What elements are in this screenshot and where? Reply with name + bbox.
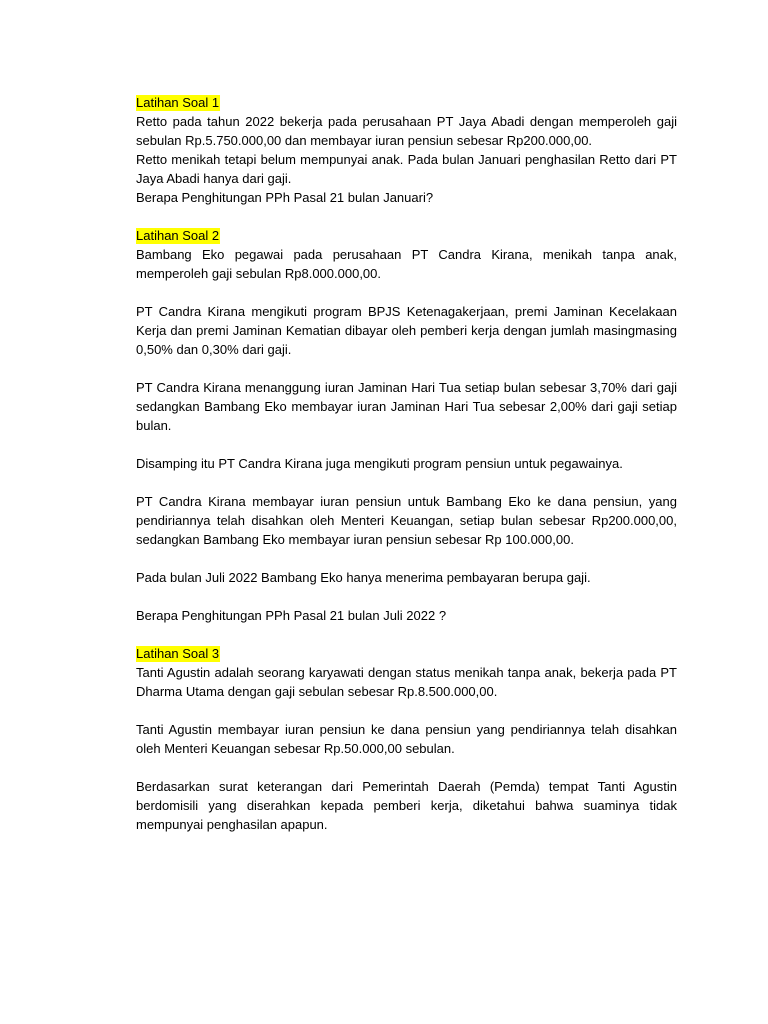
exercise-2-paragraph-5: PT Candra Kirana membayar iuran pensiun untuk Bambang Eko ke dana pensiun, yang pendiriannya telah disahkan oleh Menteri Keuangan, setiap bulan sebesar Rp200.000,00, sedangkan Bambang Eko membayar iuran pensiun sebesar Rp 100.000,00.	[136, 494, 677, 547]
document-page	[136, 93, 677, 834]
highlight: Latihan Soal 3	[136, 646, 220, 661]
spacer	[136, 435, 677, 454]
exercise-1	[136, 93, 677, 207]
exercise-1-paragraph-2: Retto menikah tetapi belum mempunyai anak. Pada bulan Januari penghasilan Retto dari PT Jaya Abadi hanya dari gaji.	[136, 152, 677, 186]
spacer	[136, 701, 677, 720]
spacer	[136, 283, 677, 302]
exercise-3	[136, 644, 677, 834]
exercise-3-paragraph-1: Tanti Agustin adalah seorang karyawati dengan status menikah tanpa anak, bekerja pada PT Dharma Utama dengan gaji sebulan sebesar Rp.8.500.000,00.	[136, 665, 677, 699]
spacer	[136, 207, 677, 226]
exercise-1-paragraph-1: Retto pada tahun 2022 bekerja pada perusahaan PT Jaya Abadi dengan memperoleh gaji sebulan Rp.5.750.000,00 dan membayar iuran pensiun sebesar Rp200.000,00.	[136, 114, 677, 148]
spacer	[136, 587, 677, 606]
spacer	[136, 758, 677, 777]
highlight: Latihan Soal 1	[136, 95, 220, 110]
exercise-2-paragraph-2: PT Candra Kirana mengikuti program BPJS Ketenagakerjaan, premi Jaminan Kecelakaan Kerja dan premi Jaminan Kematian dibayar oleh pemberi kerja dengan jumlah masingmasing 0,50% dan 0,30% dari gaji.	[136, 304, 677, 357]
exercise-2-paragraph-6: Pada bulan Juli 2022 Bambang Eko hanya menerima pembayaran berupa gaji.	[136, 570, 591, 585]
exercise-2-paragraph-4: Disamping itu PT Candra Kirana juga mengikuti program pensiun untuk pegawainya.	[136, 456, 623, 471]
exercise-2	[136, 226, 677, 625]
exercise-2-heading	[136, 226, 677, 245]
spacer	[136, 473, 677, 492]
spacer	[136, 359, 677, 378]
exercise-2-paragraph-3: PT Candra Kirana menanggung iuran Jaminan Hari Tua setiap bulan sebesar 3,70% dari gaji sedangkan Bambang Eko membayar iuran Jaminan Hari Tua sebesar 2,00% dari gaji setiap bulan.	[136, 380, 677, 433]
spacer	[136, 625, 677, 644]
exercise-3-paragraph-2: Tanti Agustin membayar iuran pensiun ke dana pensiun yang pendiriannya telah disahkan oleh Menteri Keuangan sebesar Rp.50.000,00 sebulan.	[136, 722, 677, 756]
exercise-2-paragraph-1: Bambang Eko pegawai pada perusahaan PT Candra Kirana, menikah tanpa anak, memperoleh gaji sebulan Rp8.000.000,00.	[136, 247, 677, 281]
spacer	[136, 549, 677, 568]
exercise-1-heading	[136, 93, 677, 112]
exercise-3-heading	[136, 644, 677, 663]
exercise-2-question: Berapa Penghitungan PPh Pasal 21 bulan Juli 2022 ?	[136, 608, 447, 623]
highlight: Latihan Soal 2	[136, 228, 220, 243]
exercise-3-paragraph-3: Berdasarkan surat keterangan dari Pemerintah Daerah (Pemda) tempat Tanti Agustin berdomisili yang diserahkan kepada pemberi kerja, diketahui bahwa suaminya tidak mempunyai penghasilan apapun.	[136, 779, 677, 832]
exercise-1-question: Berapa Penghitungan PPh Pasal 21 bulan Januari?	[136, 190, 434, 205]
